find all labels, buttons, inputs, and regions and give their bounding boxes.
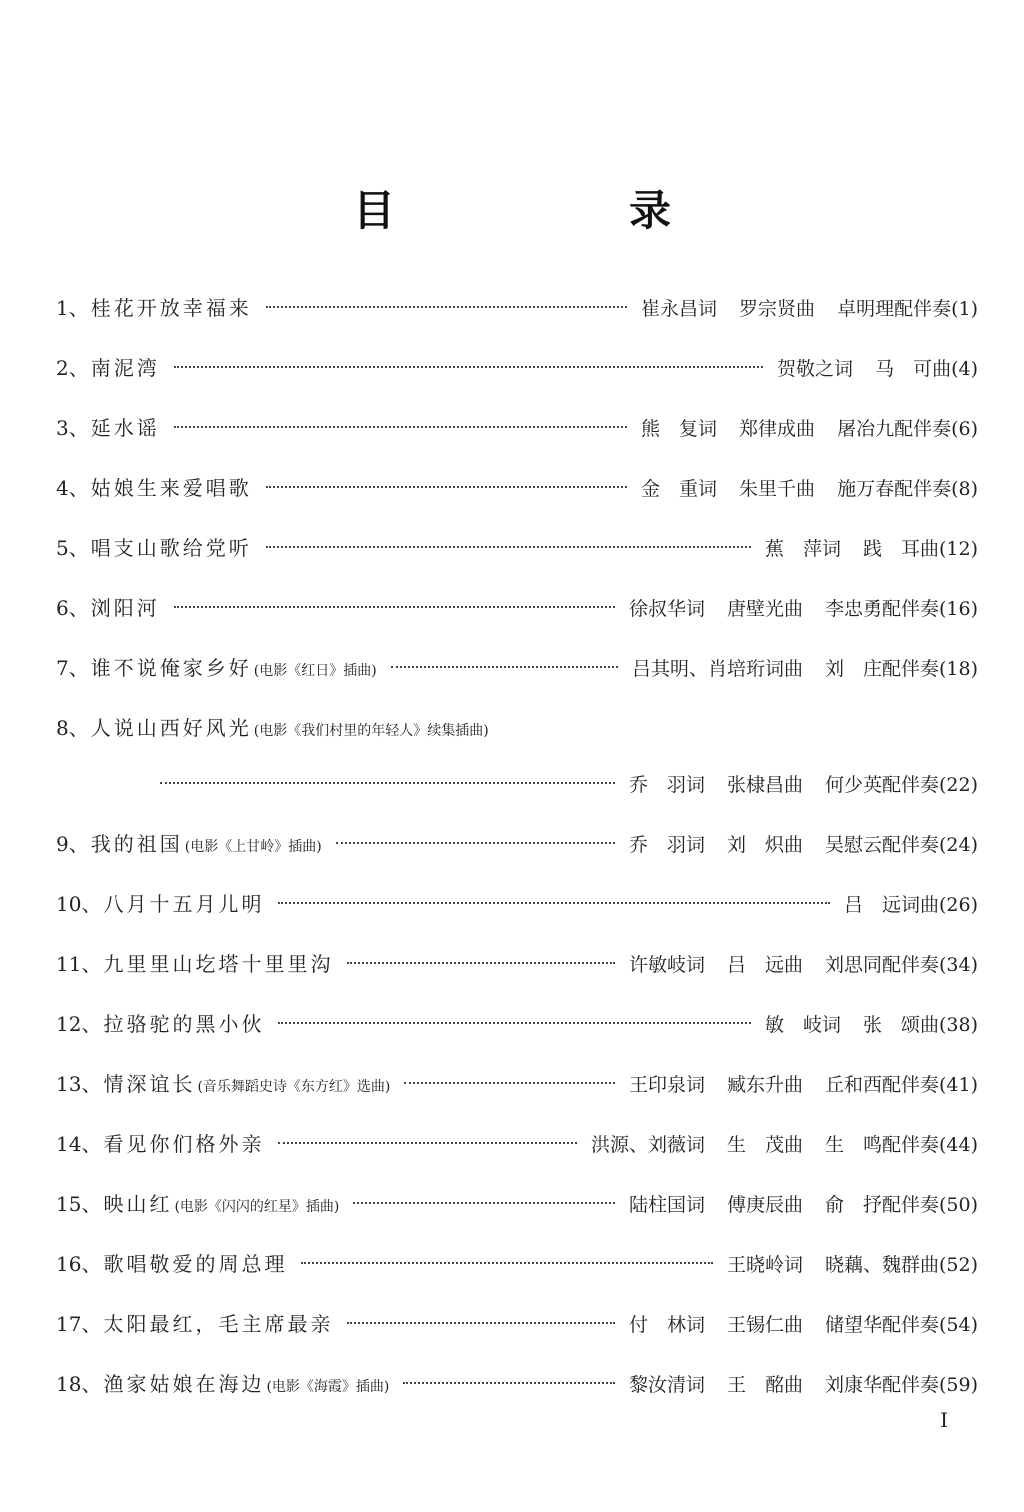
toc-entry[interactable] <box>56 1368 978 1400</box>
credits <box>632 654 978 681</box>
page-ref: (34) <box>938 954 978 976</box>
credits <box>629 1190 978 1217</box>
entry-number: 17、 <box>56 1312 102 1336</box>
dot-leader <box>347 962 614 964</box>
credit-item: 臧东升曲 <box>726 1074 803 1096</box>
credit-item: 黎汝清词 <box>628 1374 705 1396</box>
song-note: (电影《闪闪的红星》插曲) <box>174 1199 340 1215</box>
page-ref: (8) <box>951 478 978 500</box>
toc-entry[interactable] <box>56 472 978 504</box>
dot-leader <box>403 1382 615 1384</box>
credit-item: 张棣昌曲 <box>726 774 803 796</box>
entry-number: 2、 <box>56 356 89 380</box>
page-ref: (22) <box>938 774 978 796</box>
toc-entry[interactable] <box>56 948 978 980</box>
credit-item: 践 耳曲 <box>862 538 939 560</box>
song-title: 渔家姑娘在海边 <box>103 1372 265 1396</box>
toc-entry[interactable] <box>56 1248 978 1280</box>
credits <box>629 770 978 797</box>
toc-entry[interactable] <box>56 1188 978 1220</box>
song-note: (电影《我们村里的年轻人》续集插曲) <box>253 723 489 739</box>
page-ref: (59) <box>938 1374 978 1396</box>
entry-number: 12、 <box>56 1012 102 1036</box>
entry-number: 4、 <box>56 476 89 500</box>
toc-entry[interactable] <box>56 1068 978 1100</box>
credit-item: 刘思同配伴奏 <box>824 954 939 976</box>
dot-leader <box>266 486 627 488</box>
credit-item: 生 茂曲 <box>726 1134 803 1156</box>
song-title: 九里里山圪塔十里里沟 <box>103 952 334 976</box>
song-title: 姑娘生来爱唱歌 <box>90 476 252 500</box>
toc-entry[interactable] <box>56 1128 978 1160</box>
credit-item: 晓藕、魏群曲 <box>824 1254 939 1276</box>
dot-leader <box>160 782 615 784</box>
dot-leader <box>404 1082 615 1084</box>
credit-item: 储望华配伴奏 <box>824 1314 939 1336</box>
toc-entry[interactable] <box>56 532 978 564</box>
page-ref: (12) <box>938 538 978 560</box>
song-title: 情深谊长 <box>103 1072 196 1096</box>
dot-leader <box>347 1322 614 1324</box>
credits <box>629 950 978 977</box>
credits <box>629 1310 978 1337</box>
credit-item: 丘和西配伴奏 <box>824 1074 939 1096</box>
credit-item: 敏 岐词 <box>764 1014 841 1036</box>
credits <box>591 1130 978 1157</box>
page-ref: (52) <box>938 1254 978 1276</box>
entry-number: 18、 <box>56 1372 102 1396</box>
page-ref: (18) <box>938 658 978 680</box>
credit-item: 洪源、刘薇词 <box>590 1134 705 1156</box>
toc-entry[interactable] <box>56 352 978 384</box>
credit-item: 张 颂曲 <box>862 1014 939 1036</box>
entry-number: 9、 <box>56 832 89 856</box>
credit-item: 付 林词 <box>628 1314 705 1336</box>
credit-item: 吕 远曲 <box>726 954 803 976</box>
dot-leader <box>266 546 751 548</box>
song-title: 唱支山歌给党听 <box>90 536 252 560</box>
toc-entry[interactable] <box>56 652 978 684</box>
page-ref: (38) <box>938 1014 978 1036</box>
entry-number: 7、 <box>56 656 89 680</box>
song-note: (音乐舞蹈史诗《东方红》选曲) <box>197 1079 391 1095</box>
credit-item: 崔永昌词 <box>641 298 718 320</box>
entry-number: 16、 <box>56 1252 102 1276</box>
credits <box>777 354 978 381</box>
song-title: 太阳最红，毛主席最亲 <box>103 1312 334 1336</box>
toc-entry[interactable] <box>56 1308 978 1340</box>
credit-item: 唐壁光曲 <box>726 598 803 620</box>
toc-entry[interactable] <box>56 292 978 324</box>
credits <box>629 1070 978 1097</box>
credit-item: 吕其明、肖培珩词曲 <box>631 658 803 680</box>
toc-entry-continuation[interactable] <box>160 770 978 802</box>
credits <box>727 1250 978 1277</box>
credits <box>641 294 978 321</box>
credit-item: 李忠勇配伴奏 <box>824 598 939 620</box>
dot-leader <box>301 1262 713 1264</box>
dot-leader <box>278 1022 751 1024</box>
credit-item: 郑律成曲 <box>739 418 816 440</box>
credit-item: 俞 抒配伴奏 <box>824 1194 939 1216</box>
song-title: 延水谣 <box>90 416 160 440</box>
song-title: 浏阳河 <box>90 596 160 620</box>
toc-entry[interactable] <box>56 1008 978 1040</box>
credit-item: 刘康华配伴奏 <box>824 1374 939 1396</box>
song-title: 看见你们格外亲 <box>103 1132 265 1156</box>
song-title: 南泥湾 <box>90 356 160 380</box>
credits <box>641 414 978 441</box>
dot-leader <box>174 366 763 368</box>
page-ref: (6) <box>951 418 978 440</box>
credit-item: 何少英配伴奏 <box>824 774 939 796</box>
page-ref: (1) <box>951 298 978 320</box>
credits <box>844 890 978 917</box>
song-note: (电影《上甘岭》插曲) <box>184 839 322 855</box>
credit-item: 乔 羽词 <box>628 774 705 796</box>
song-title: 映山红 <box>103 1192 173 1216</box>
toc-entry[interactable] <box>56 592 978 624</box>
credit-item: 吴慰云配伴奏 <box>824 834 939 856</box>
credit-item: 马 可曲 <box>875 358 952 380</box>
page-ref: (16) <box>938 598 978 620</box>
entry-number: 15、 <box>56 1192 102 1216</box>
page-ref: (44) <box>938 1134 978 1156</box>
credit-item: 屠冶九配伴奏 <box>837 418 952 440</box>
entry-number: 11、 <box>56 952 102 976</box>
credit-item: 贺敬之词 <box>777 358 854 380</box>
entry-number: 5、 <box>56 536 89 560</box>
page-ref: (54) <box>938 1314 978 1336</box>
entry-number: 1、 <box>56 296 89 320</box>
dot-leader <box>353 1202 615 1204</box>
toc-entry[interactable] <box>56 412 978 444</box>
credit-item: 刘 炽曲 <box>726 834 803 856</box>
credit-item: 傅庚辰曲 <box>726 1194 803 1216</box>
entry-number: 14、 <box>56 1132 102 1156</box>
song-title: 人说山西好风光 <box>90 716 252 740</box>
credit-item: 徐叔华词 <box>628 598 705 620</box>
credit-item: 王 酩曲 <box>726 1374 803 1396</box>
credit-item: 王印泉词 <box>628 1074 705 1096</box>
page-number: I <box>940 1408 948 1432</box>
dot-leader <box>174 606 615 608</box>
song-note: (电影《海霞》插曲) <box>266 1379 390 1395</box>
page-ref: (26) <box>938 894 978 916</box>
entry-number: 10、 <box>56 892 102 916</box>
credit-item: 卓明理配伴奏 <box>837 298 952 320</box>
song-title: 拉骆驼的黑小伙 <box>103 1012 265 1036</box>
song-title: 桂花开放幸福来 <box>90 296 252 320</box>
credit-item: 熊 复词 <box>641 418 718 440</box>
song-title: 我的祖国 <box>90 832 183 856</box>
song-note: (电影《红日》插曲) <box>253 663 377 679</box>
credit-item: 乔 羽词 <box>628 834 705 856</box>
page-ref: (41) <box>938 1074 978 1096</box>
credits <box>629 1370 978 1397</box>
page-ref: (4) <box>951 358 978 380</box>
dot-leader <box>174 426 627 428</box>
credit-item: 生 鸣配伴奏 <box>824 1134 939 1156</box>
credits <box>765 1010 978 1037</box>
credits <box>629 594 978 621</box>
dot-leader <box>278 1142 576 1144</box>
credit-item: 蕉 萍词 <box>764 538 841 560</box>
entry-number: 8、 <box>56 716 89 740</box>
credit-item: 王晓岭词 <box>726 1254 803 1276</box>
credit-item: 陆柱国词 <box>628 1194 705 1216</box>
dot-leader <box>391 666 618 668</box>
toc-entry[interactable] <box>56 888 978 920</box>
page-ref: (24) <box>938 834 978 856</box>
credits <box>629 830 978 857</box>
credit-item: 金 重词 <box>641 478 718 500</box>
credit-item: 刘 庄配伴奏 <box>824 658 939 680</box>
toc-entry[interactable] <box>56 828 978 860</box>
entry-number: 6、 <box>56 596 89 620</box>
song-title: 谁不说俺家乡好 <box>90 656 252 680</box>
song-title: 八月十五月儿明 <box>103 892 265 916</box>
entry-number: 13、 <box>56 1072 102 1096</box>
dot-leader <box>266 306 627 308</box>
credits <box>641 474 978 501</box>
credit-item: 许敏岐词 <box>628 954 705 976</box>
toc-entry[interactable] <box>56 712 978 744</box>
credit-item: 吕 远词曲 <box>843 894 939 916</box>
credit-item: 罗宗贤曲 <box>739 298 816 320</box>
page-ref: (50) <box>938 1194 978 1216</box>
page-title: 目 录 <box>352 186 767 235</box>
credit-item: 施万春配伴奏 <box>837 478 952 500</box>
dot-leader <box>278 902 830 904</box>
credits <box>765 534 978 561</box>
song-title: 歌唱敬爱的周总理 <box>103 1252 288 1276</box>
credit-item: 朱里千曲 <box>739 478 816 500</box>
entry-number: 3、 <box>56 416 89 440</box>
dot-leader <box>336 842 615 844</box>
credit-item: 王锡仁曲 <box>726 1314 803 1336</box>
